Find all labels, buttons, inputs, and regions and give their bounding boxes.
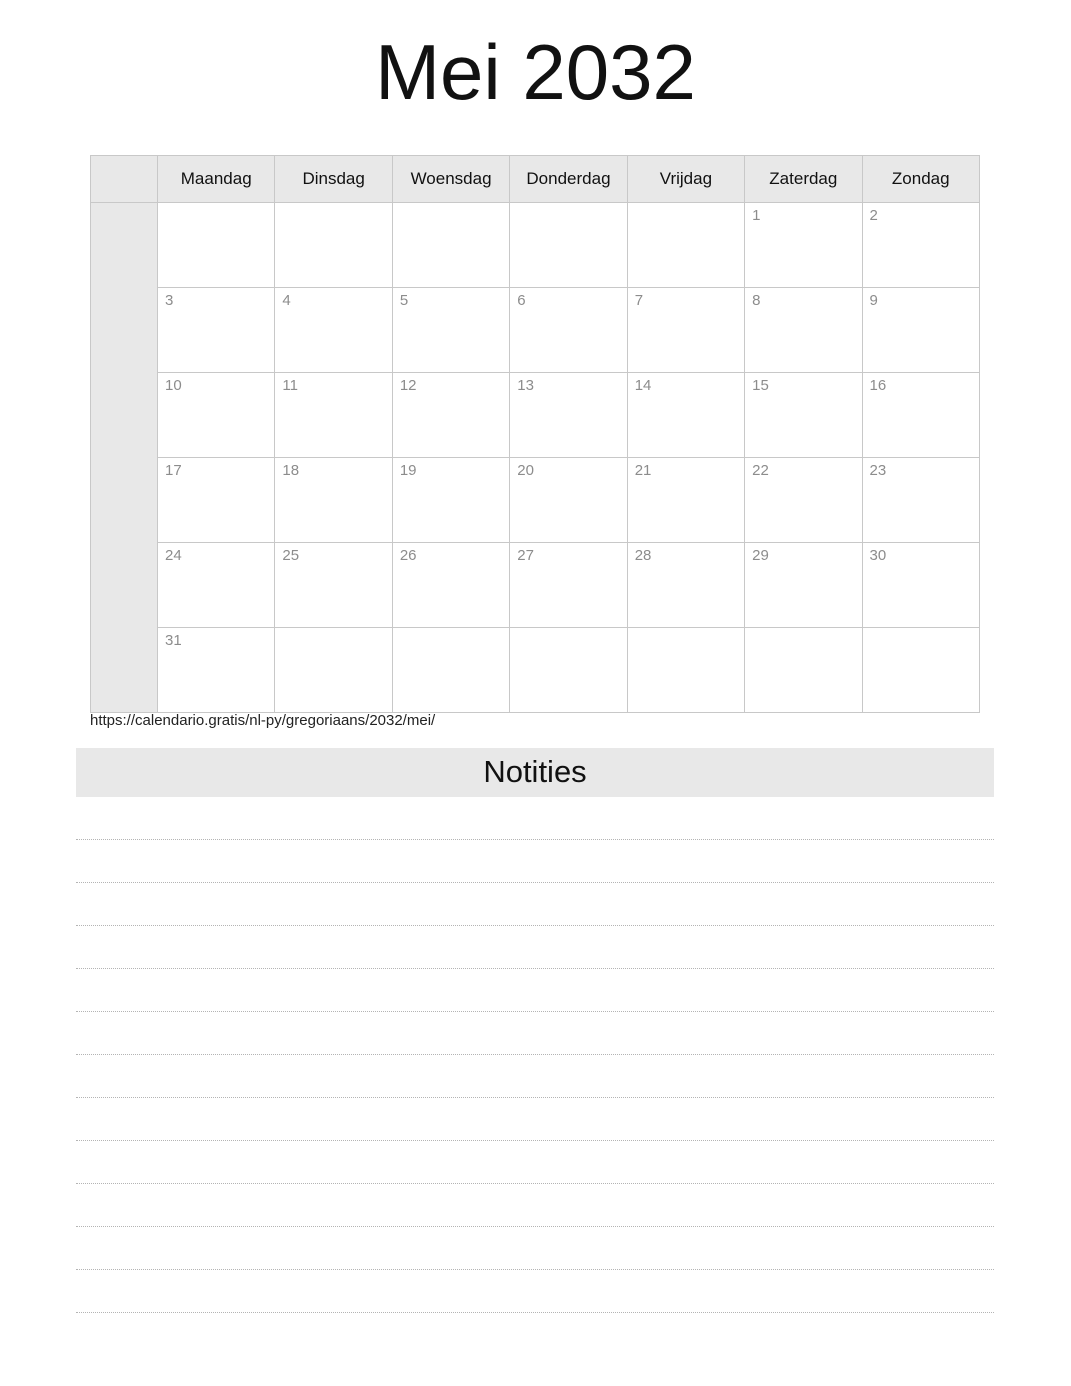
calendar-week-row (91, 288, 980, 373)
day-number: 5 (399, 292, 409, 309)
week-label-cell (91, 203, 158, 288)
day-number: 31 (165, 632, 182, 649)
week-label-cell (91, 373, 158, 458)
day-number: 7 (634, 292, 644, 309)
day-number (628, 203, 744, 208)
calendar-week-row (91, 628, 980, 713)
day-cell[interactable] (158, 203, 275, 288)
day-number: 12 (399, 377, 417, 394)
weekday-header-1: Dinsdag (275, 156, 392, 203)
day-cell[interactable] (862, 373, 979, 458)
day-cell[interactable] (275, 288, 392, 373)
day-number (628, 628, 744, 633)
day-number: 14 (634, 377, 652, 394)
note-line[interactable] (76, 1098, 994, 1141)
calendar-week-row (91, 373, 980, 458)
weekday-header-5: Zaterdag (745, 156, 862, 203)
day-cell[interactable] (627, 458, 744, 543)
calendar-corner-cell (91, 156, 158, 203)
day-cell[interactable] (862, 288, 979, 373)
day-cell[interactable] (862, 628, 979, 713)
day-cell[interactable] (158, 288, 275, 373)
day-number (393, 628, 509, 633)
day-cell[interactable] (510, 203, 627, 288)
day-cell[interactable] (275, 458, 392, 543)
calendar-header-row (91, 156, 980, 203)
day-cell[interactable] (392, 288, 509, 373)
day-cell[interactable] (745, 203, 862, 288)
day-cell[interactable] (745, 458, 862, 543)
day-cell[interactable] (510, 458, 627, 543)
day-number: 22 (752, 462, 769, 479)
day-cell[interactable] (745, 628, 862, 713)
note-line[interactable] (76, 1141, 994, 1184)
day-number: 13 (517, 377, 534, 394)
notes-heading: Notities (76, 748, 994, 797)
day-cell[interactable] (745, 288, 862, 373)
day-number (158, 203, 274, 208)
source-url[interactable]: https://calendario.gratis/nl-py/gregoriaans/2032/mei/ (90, 712, 436, 729)
day-cell[interactable] (627, 373, 744, 458)
day-cell[interactable] (627, 203, 744, 288)
weekday-header-4: Vrijdag (627, 156, 744, 203)
note-line[interactable] (76, 1184, 994, 1227)
day-number: 30 (869, 547, 887, 564)
day-number (745, 628, 861, 633)
day-cell[interactable] (392, 458, 509, 543)
calendar-week-row (91, 203, 980, 288)
day-number: 11 (282, 377, 298, 394)
day-cell[interactable] (862, 458, 979, 543)
weekday-header-0: Maandag (158, 156, 275, 203)
day-cell[interactable] (510, 288, 627, 373)
day-number: 17 (165, 462, 182, 479)
day-cell[interactable] (392, 373, 509, 458)
day-number: 16 (869, 377, 887, 394)
day-cell[interactable] (275, 543, 392, 628)
day-number (275, 628, 391, 633)
day-number: 26 (399, 547, 417, 564)
day-number: 6 (517, 292, 526, 309)
week-label-cell (91, 288, 158, 373)
day-number (510, 628, 626, 633)
day-cell[interactable] (510, 373, 627, 458)
weekday-header-3: Donderdag (510, 156, 627, 203)
day-cell[interactable] (392, 203, 509, 288)
day-cell[interactable] (510, 543, 627, 628)
note-line[interactable] (76, 1012, 994, 1055)
calendar-table-container (90, 155, 980, 713)
day-cell[interactable] (627, 288, 744, 373)
day-number: 8 (752, 292, 761, 309)
week-label-cell (91, 628, 158, 713)
day-number: 20 (517, 462, 534, 479)
day-cell[interactable] (862, 543, 979, 628)
day-number: 28 (634, 547, 652, 564)
day-number: 29 (752, 547, 769, 564)
page-title: Mei 2032 (375, 28, 696, 116)
day-cell[interactable] (627, 628, 744, 713)
notes-section (76, 748, 994, 1313)
day-cell[interactable] (745, 373, 862, 458)
day-cell[interactable] (275, 373, 392, 458)
day-number: 19 (399, 462, 417, 479)
week-label-cell (91, 458, 158, 543)
day-number: 3 (165, 292, 174, 309)
day-cell[interactable] (745, 543, 862, 628)
day-cell[interactable] (392, 628, 509, 713)
note-line[interactable] (76, 969, 994, 1012)
day-number: 25 (282, 547, 300, 564)
day-number (275, 203, 391, 208)
note-line[interactable] (76, 797, 994, 840)
day-number (510, 203, 626, 208)
day-cell[interactable] (510, 628, 627, 713)
day-cell[interactable] (275, 203, 392, 288)
calendar-week-row (91, 543, 980, 628)
day-cell[interactable] (158, 373, 275, 458)
day-number: 4 (282, 292, 291, 309)
day-number: 21 (634, 462, 652, 479)
calendar-week-row (91, 458, 980, 543)
note-line[interactable] (76, 1270, 994, 1313)
day-cell[interactable] (627, 543, 744, 628)
weekday-header-6: Zondag (862, 156, 979, 203)
day-number: 10 (165, 377, 182, 394)
day-number: 23 (869, 462, 887, 479)
day-number: 27 (517, 547, 534, 564)
day-number: 1 (752, 207, 761, 224)
day-number (863, 628, 979, 633)
day-cell[interactable] (862, 203, 979, 288)
day-number: 2 (869, 207, 878, 224)
note-line[interactable] (76, 1227, 994, 1270)
day-cell[interactable] (275, 628, 392, 713)
day-number: 24 (165, 547, 182, 564)
note-line[interactable] (76, 1055, 994, 1098)
week-label-cell (91, 543, 158, 628)
day-cell[interactable] (158, 543, 275, 628)
day-cell[interactable] (158, 458, 275, 543)
day-cell[interactable] (392, 543, 509, 628)
calendar-table (90, 155, 980, 713)
day-number (393, 203, 509, 208)
weekday-header-2: Woensdag (392, 156, 509, 203)
day-number: 15 (752, 377, 769, 394)
day-cell[interactable] (158, 628, 275, 713)
day-number: 18 (282, 462, 300, 479)
note-line[interactable] (76, 883, 994, 926)
note-line[interactable] (76, 840, 994, 883)
day-number: 9 (869, 292, 878, 309)
note-line[interactable] (76, 926, 994, 969)
